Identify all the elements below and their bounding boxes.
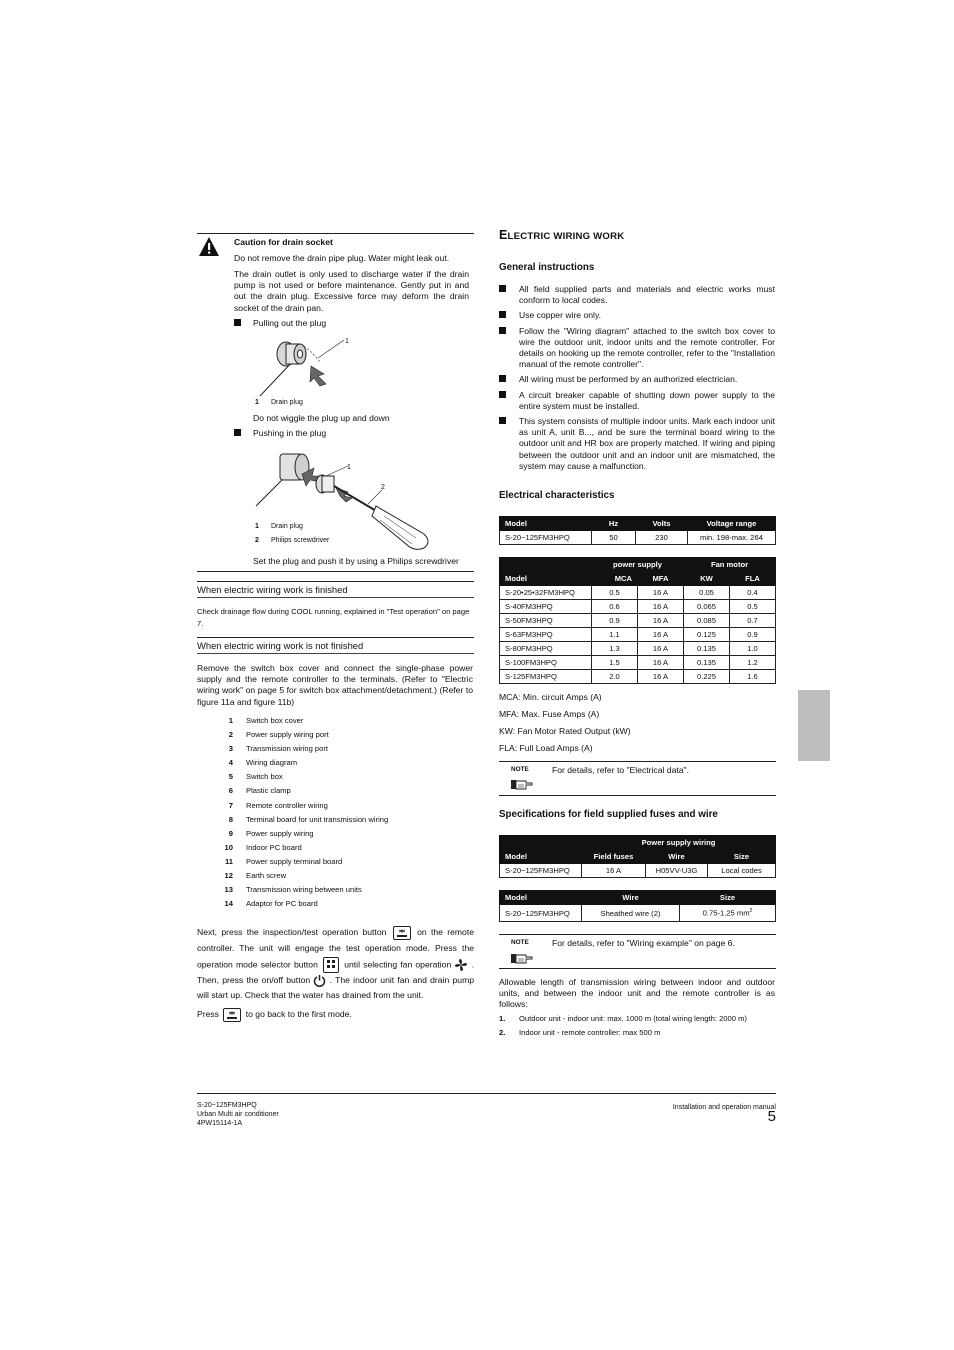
table-row: S-20•25•32FM3HPQ 0.5 16 A 0.05 0.4 (500, 586, 776, 600)
footer-rule (197, 1093, 776, 1094)
finished-heading: When electric wiring work is finished (197, 584, 348, 595)
fuse-wire-table: Power supply wiring Model Field fuses Wire Size S-20~125FM3HPQ 16 A H05VV-U3G Local codes (499, 835, 776, 878)
list-item: All field supplied parts and materials and electric works must conform to local codes. (499, 284, 775, 306)
footer-manual: Installation and operation manual (672, 1104, 776, 1111)
set-plug-text: Set the plug and push it by using a Philips screwdriver (253, 556, 459, 566)
allowable-text: Allowable length of transmission wiring between indoor and outdoor units, and between the indoor unit and the remote controller is as follows: (499, 977, 775, 1010)
next-text-c: until selecting fan operation (344, 958, 452, 969)
list-item: Use copper wire only. (499, 310, 775, 321)
table-row: S-80FM3HPQ 1.3 16 A 0.135 1.0 (500, 642, 776, 656)
caution-text-2: The drain outlet is only used to discharge water if the drain pump is not used or before maintenance. Gently put in and out the drain plug. Excessive force may deform the drain socket of the drain pan. (234, 269, 469, 313)
table-row: S-125FM3HPQ 2.0 16 A 0.225 1.6 (500, 670, 776, 684)
list-item: This system consists of multiple indoor units. Mark each indoor unit as unit A, unit B..., and be sure the terminal board wiring to the outdoor unit and HR box are properly matched. If wiring and piping between the outdoor unit and an indoor unit are mismatched, the system may cause a malfunction. (499, 416, 775, 472)
list-item: 8 Terminal board for unit transmission wiring (228, 814, 389, 824)
list-item: 3 Transmission wiring port (228, 744, 329, 754)
bullet-square-icon (234, 429, 241, 436)
list-item: 1 Switch box cover (228, 716, 304, 725)
note2-label: NOTE (511, 939, 529, 946)
next-text-b: on the remote controller. The unit will engage the test operation mode. Press the operation mode selector button (197, 927, 475, 969)
table-row: S-20~125FM3HPQ 50 230 min. 198-max. 264 (500, 531, 776, 545)
note1-top-rule (499, 761, 776, 762)
fan-icon (454, 958, 468, 972)
list-item: 5 Switch box (228, 772, 283, 782)
fig2-legend-text-1: Drain plug (271, 523, 303, 530)
voltage-table: Model Hz Volts Voltage range S-20~125FM3HPQ 50 230 min. 198-max. 264 (499, 516, 776, 545)
fig1-legend-text: Drain plug (271, 399, 303, 406)
spec-heading: Specifications for field supplied fuses and wire (499, 809, 718, 820)
general-heading: General instructions (499, 262, 595, 273)
not-finished-text: Remove the switch box cover and connect the single-phase power supply and the remote controller to the terminals. (Refer to "Electric wiring work" on page 5 for switch box attachment/detachment.) (Refer to figure 11a and figure 11b) (197, 663, 473, 707)
list-item: 2 Power supply wiring port (228, 730, 329, 740)
list-item: 11 Power supply terminal board (224, 856, 343, 866)
list-item: A circuit breaker capable of shutting down power supply to the entire system must be installed. (499, 390, 775, 412)
abbr-kw: KW: Fan Motor Rated Output (kW) (499, 726, 631, 736)
list-item: 4 Wiring diagram (228, 758, 298, 768)
fig2-callout-1: 1 (347, 464, 351, 471)
fig2-callout-2: 2 (381, 484, 385, 491)
inspection-test-button-icon (393, 926, 411, 940)
bullet-pull-label: Pulling out the plug (253, 318, 327, 328)
test-operation-paragraph (197, 925, 474, 1004)
footer-product: Urban Multi air conditioner (197, 1111, 279, 1118)
section-title: ELECTRIC WIRING WORK (499, 228, 625, 242)
fig2-legend-text-2: Philips screwdriver (271, 537, 330, 544)
table-row: S-63FM3HPQ 1.1 16 A 0.125 0.9 (500, 628, 776, 642)
list-item: 9 Power supply wiring (228, 828, 314, 838)
remote-wire-table: Model Wire Size S-20~125FM3HPQ Sheathed wire (2) 0.75-1.25 $mm^2$ (499, 890, 776, 922)
list-item: 6 Plastic clamp (228, 786, 291, 796)
finished-text: Check drainage flow during COOL running, explained in "Test operation" on page 7. (197, 607, 470, 628)
list-item: 7 Remote controller wiring (228, 800, 328, 810)
fig1-legend-num: 1 (255, 399, 259, 406)
note1-text: For details, refer to "Electrical data". (552, 765, 689, 775)
drain-plug-pull-figure (256, 332, 376, 397)
note2-top-rule (499, 934, 776, 935)
press-text-b: to go back to the first mode. (245, 1009, 352, 1019)
table-row: S-20~125FM3HPQ 16 A H05VV-U3G Local codes (500, 864, 776, 878)
list-item: All wiring must be performed by an authorized electrician. (499, 374, 775, 385)
note-hand-icon (510, 951, 534, 965)
length-item-2: 2. Indoor unit - remote controller: max 500 m (499, 1028, 661, 1037)
fig2-legend-num-2: 2 (255, 537, 259, 544)
caution-bottom-rule (197, 571, 474, 572)
next-text-e: . The indoor unit fan and drain pump will start up. Check that the water has drained from the unit. (197, 974, 475, 1001)
side-tab (798, 690, 830, 761)
press-paragraph (197, 1007, 474, 1022)
note2-bottom-rule (499, 968, 776, 969)
abbr-mca: MCA: Min. circuit Amps (A) (499, 692, 602, 702)
table-row: S-100FM3HPQ 1.5 16 A 0.135 1.2 (500, 656, 776, 670)
note1-label: NOTE (511, 766, 529, 773)
not-finished-top-rule (197, 637, 474, 638)
bullet-push-label: Pushing in the plug (253, 428, 327, 438)
table-row: S-20~125FM3HPQ Sheathed wire (2) 0.75-1.25 $mm^2$ (500, 905, 776, 922)
footer-model: S-20~125FM3HPQ (197, 1102, 257, 1109)
fig1-callout: 1 (345, 338, 349, 345)
bullet-pull (234, 318, 469, 330)
caution-title: Caution for drain socket (234, 237, 333, 247)
next-text-d: . Then, press the on/off button (197, 958, 475, 985)
caution-icon (198, 236, 220, 258)
note-hand-icon (510, 777, 534, 791)
next-text-a: Next, press the inspection/test operation button (197, 927, 387, 937)
no-wiggle-text: Do not wiggle the plug up and down (253, 413, 390, 423)
list-item: Follow the "Wiring diagram" attached to the switch box cover to wire the outdoor unit, indoor units and the remote controller. For details on hooking up the remote controller, refer to the "Installation manual of the remote controller". (499, 326, 775, 371)
abbr-fla: FLA: Full Load Amps (A) (499, 743, 593, 753)
list-item: 13 Transmission wiring between units (224, 885, 362, 895)
fig2-legend-num-1: 1 (255, 523, 259, 530)
footer-code: 4PW15114-1A (197, 1120, 243, 1127)
page-number: 5 (767, 1108, 776, 1125)
note1-bottom-rule (499, 795, 776, 796)
on-off-button-icon (313, 974, 326, 987)
not-finished-heading-rule (197, 653, 474, 654)
list-item: 10 Indoor PC board (224, 842, 302, 852)
switch-box-parts-list (221, 716, 471, 913)
abbr-mfa: MFA: Max. Fuse Amps (A) (499, 709, 600, 719)
table-row: S-40FM3HPQ 0.6 16 A 0.065 0.5 (500, 600, 776, 614)
table-row: S-50FM3HPQ 0.9 16 A 0.085 0.7 (500, 614, 776, 628)
list-item: 12 Earth screw (224, 871, 287, 881)
mode-selector-button-icon (323, 957, 339, 973)
electrical-heading: Electrical characteristics (499, 490, 615, 501)
note2-text: For details, refer to "Wiring example" on page 6. (552, 938, 735, 948)
bullet-push (234, 428, 469, 440)
caution-text-1: Do not remove the drain pipe plug. Water might leak out. (234, 253, 450, 263)
bullet-square-icon (234, 319, 241, 326)
press-text-a: Press (197, 1009, 219, 1019)
finished-top-rule (197, 581, 474, 582)
length-item-1: 1. Outdoor unit - indoor unit: max. 1000 m (total wiring length: 2000 m) (499, 1014, 747, 1023)
general-list (499, 284, 775, 476)
power-supply-table: power supply Fan motor Model MCA MFA KW FLA S-20•25•32FM3HPQ 0.5 16 A 0.05 0.4 S-40FM3HPQ 0.6 16 A 0.065 0.5 S-50FM3HPQ 0.9 16 A 0.085 0.7 S-63FM3HPQ 1.1 16 A 0.125 0.9 S-80FM3HPQ 1.3 16 A 0.135 1.0 S-100FM3HPQ 1.5 16 A 0.135 1.2 S-125FM3HPQ 2.0 16 A 0.225 1.6 (499, 557, 776, 684)
caution-top-rule (197, 233, 474, 234)
not-finished-heading: When electric wiring work is not finished (197, 640, 364, 651)
inspection-test-button-icon (223, 1008, 241, 1022)
finished-heading-rule (197, 597, 474, 598)
list-item: 14 Adaptor for PC board (224, 899, 318, 909)
